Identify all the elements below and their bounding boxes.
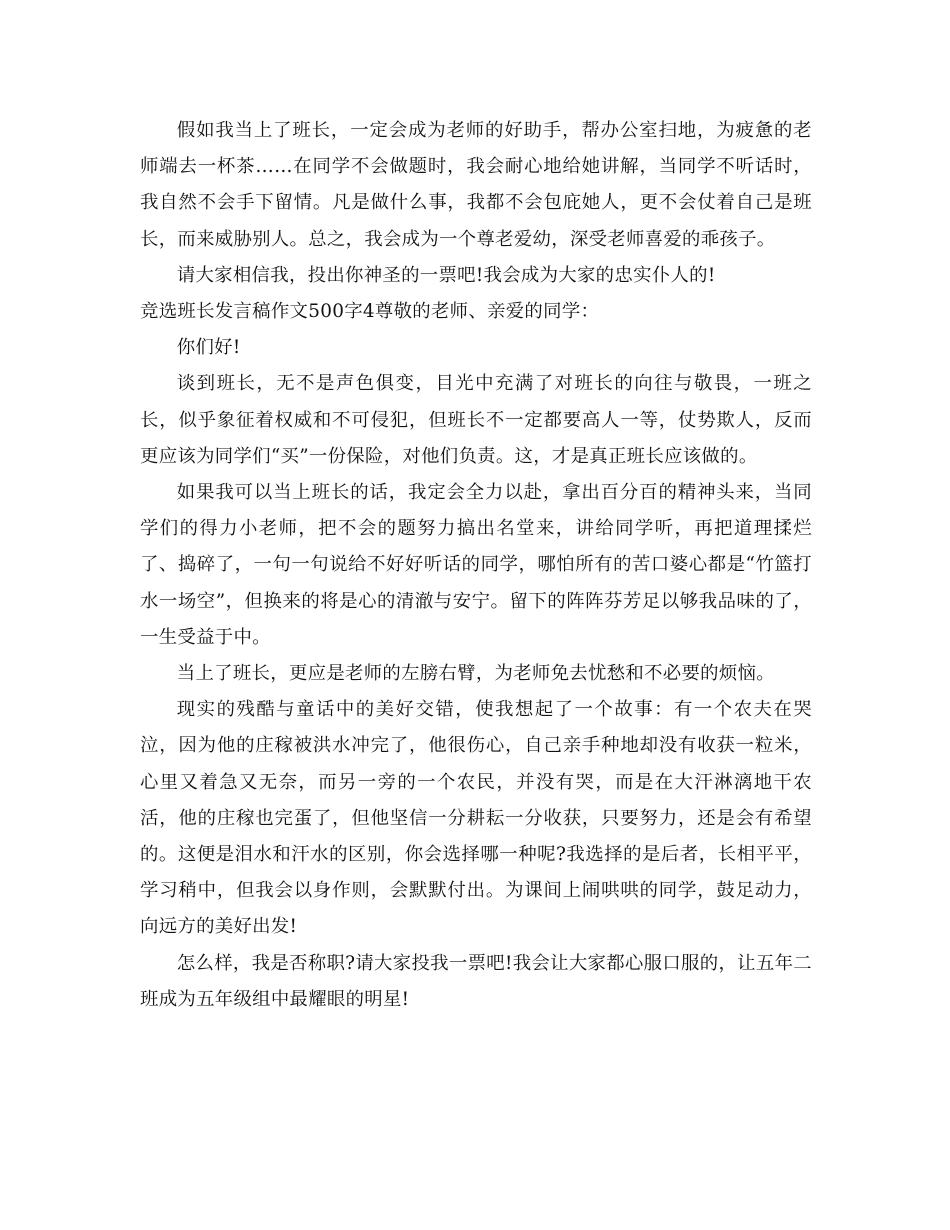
document-body [140,113,812,1018]
paragraph-greeting: 你们好! [176,337,241,359]
paragraph-teacher-helper: 当上了班长，更应是老师的左膀右臂，为老师免去忧愁和不必要的烦恼。 [176,663,775,685]
paragraph-vote-request: 请大家相信我，投出你神圣的一票吧!我会成为大家的忠实仆人的! [176,264,716,286]
paragraph-closing: 怎么样，我是否称职?请大家投我一票吧!我会让大家都心服口服的，让五年二班成为五年级组中最耀眼的明星! [140,952,812,1010]
essay-title-heading: 竞选班长发言稿作文500字4尊敬的老师、亲爱的同学： [140,301,600,323]
paragraph-about-monitor: 谈到班长，无不是声色俱变，目光中充满了对班长的向往与敬畏，一班之长，似乎象征着权威和不可侵犯，但班长不一定都要高人一等，仗势欺人，反而更应该为同学们“买”一份保险，对他们负责。这，才是真正班长应该做的。 [140,373,812,467]
paragraph-if-elected: 如果我可以当上班长的话，我定会全力以赴，拿出百分百的精神头来，当同学们的得力小老师，把不会的题努力搞出名堂来，讲给同学听，再把道理揉烂了、捣碎了，一句一句说给不好好听话的同学，哪怕所有的苦口婆心都是“竹篮打水一场空”，但换来的将是心的清澈与安宁。留下的阵阵芬芳足以够我品味的了，一生受益于中。 [140,482,812,648]
paragraph-class-monitor-promise: 假如我当上了班长，一定会成为老师的好助手，帮办公室扫地，为疲惫的老师端去一杯茶……在同学不会做题时，我会耐心地给她讲解，当同学不听话时，我自然不会手下留情。凡是做什么事，我都不会包庇她人，更不会仗着自己是班长，而来威胁别人。总之，我会成为一个尊老爱幼，深受老师喜爱的乖孩子。 [140,120,812,250]
paragraph-farmer-story: 现实的残酷与童话中的美好交错，使我想起了一个故事：有一个农夫在哭泣，因为他的庄稼被洪水冲完了，他很伤心，自己亲手种地却没有收获一粒米，心里又着急又无奈，而另一旁的一个农民，并没有哭，而是在大汗淋漓地干农活，他的庄稼也完蛋了，但他坚信一分耕耘一分收获，只要努力，还是会有希望的。这便是泪水和汗水的区别，你会选择哪一种呢?我选择的是后者，长相平平，学习稍中，但我会以身作则，会默默付出。为课间上闹哄哄的同学，鼓足动力，向远方的美好出发! [140,699,812,938]
